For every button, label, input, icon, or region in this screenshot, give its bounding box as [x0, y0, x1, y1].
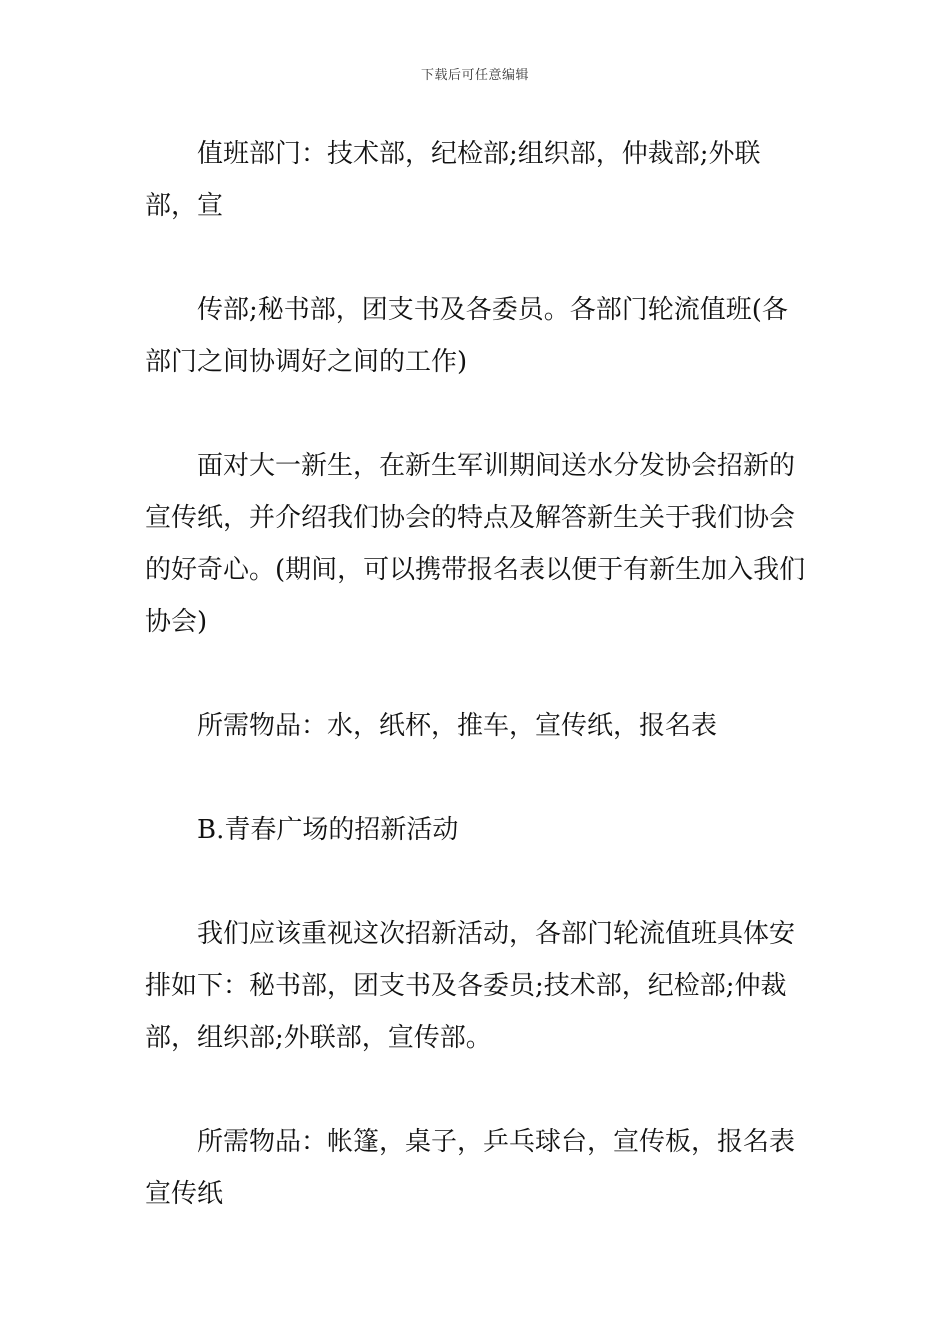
paragraph-required-items-1: 所需物品：水，纸杯，推车，宣传纸，报名表: [197, 711, 718, 741]
paragraph-rotation: 传部;秘书部，团支书及各委员。各部门轮流值班(各部门之间协调好之间的工作): [145, 295, 788, 377]
paragraph-required-items-2: 所需物品：帐篷，桌子，乒乓球台，宣传板，报名表宣传纸: [145, 1127, 796, 1209]
page-header: 下载后可任意编辑: [420, 68, 529, 83]
section-heading-youth-square: B.青春广场的招新活动: [197, 815, 459, 845]
paragraph-duty-arrangement: 我们应该重视这次招新活动，各部门轮流值班具体安排如下：秘书部，团支书及各委员;技术部，纪检部;仲裁部，组织部;外联部，宣传部。: [145, 919, 796, 1053]
paragraph-freshmen-outreach: 面对大一新生，在新生军训期间送水分发协会招新的宣传纸，并介绍我们协会的特点及解答新生关于我们协会的好奇心。(期间，可以携带报名表以便于有新生加入我们协会): [145, 451, 806, 637]
paragraph-duty-departments: 值班部门：技术部，纪检部;组织部，仲裁部;外联部，宣: [145, 139, 761, 221]
document-body: [145, 128, 810, 1220]
